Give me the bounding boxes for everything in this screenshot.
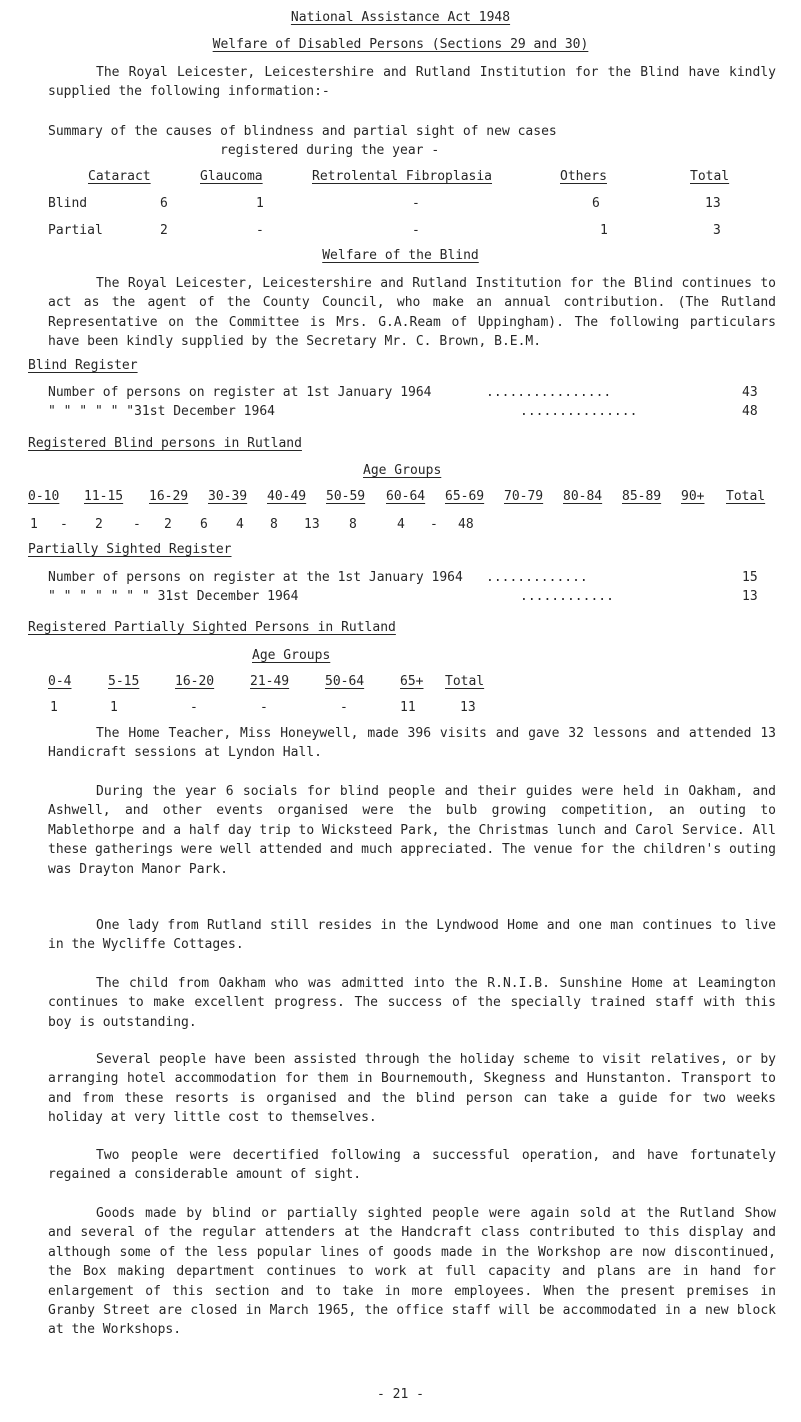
age-value: - bbox=[260, 700, 268, 715]
dot-leader: ............... bbox=[520, 404, 638, 419]
home-teacher-paragraph: The Home Teacher, Miss Honeywell, made 396 visits and gave 32 lessons and attended 13 Handicraft sessions at Lyndon Hall. bbox=[48, 726, 776, 761]
socials-paragraph: During the year 6 socials for blind people and their guides were held in Oakham, and Ashwell, and other events organised were the bulb growing competition, an outing to Mablethorpe and a half day trip to Wicksteed Park, the Christmas lunch and Carol Service. All these gatherings were well attended and much appreciated. The venue for the children's outing was Drayton Manor Park. bbox=[48, 784, 776, 877]
age-value: 1 bbox=[30, 517, 38, 532]
age-group: 50-59 bbox=[326, 489, 366, 504]
age-value: 6 bbox=[200, 517, 208, 532]
register-value: 15 bbox=[742, 570, 758, 585]
age-group: 0-10 bbox=[28, 489, 60, 504]
age-value: - bbox=[340, 700, 348, 715]
partial-age-values-row bbox=[0, 698, 801, 718]
welfare-paragraph: The Royal Leicester, Leicestershire and Rutland Institution for the Blind continues to act as the agent of the County Council, who make an annual contribution. (The Rutland Representative on the Committee is Mrs. G.A.Ream of Uppingham). The following particulars have been kindly supplied by the Secretary Mr. C. Brown, B.E.M. bbox=[48, 276, 776, 350]
partial-age-groups-row bbox=[0, 672, 801, 692]
lyndwood-paragraph: One lady from Rutland still resides in the Lyndwood Home and one man continues to live in the Wycliffe Cottages. bbox=[48, 918, 776, 953]
age-group: 90+ bbox=[681, 489, 705, 504]
welfare-disabled-heading: Welfare of Disabled Persons (Sections 29 and 30) bbox=[212, 37, 589, 52]
intro-paragraph: The Royal Leicester, Leicestershire and Rutland Institution for the Blind have kindly supplied the following information:- bbox=[48, 65, 776, 100]
header-glaucoma: Glaucoma bbox=[200, 169, 263, 184]
age-value: 8 bbox=[270, 517, 278, 532]
age-groups-label: Age Groups bbox=[363, 463, 442, 478]
age-groups-label: Age Groups bbox=[252, 648, 331, 663]
child-paragraph: The child from Oakham who was admitted into the R.N.I.B. Sunshine Home at Leamington continues to make excellent progress. The success of the specially trained staff with this boy is outstanding. bbox=[48, 976, 776, 1030]
header-total: Total bbox=[690, 169, 730, 184]
causes-header-row bbox=[0, 167, 801, 187]
register-text: Number of persons on register at the 1st January 1964 bbox=[48, 570, 463, 585]
age-value: - bbox=[133, 517, 141, 532]
age-group: 70-79 bbox=[504, 489, 544, 504]
blind-register-line-1 bbox=[0, 383, 801, 403]
age-value: 2 bbox=[95, 517, 103, 532]
age-group: Total bbox=[726, 489, 766, 504]
summary-line-1: Summary of the causes of blindness and partial sight of new cases bbox=[48, 124, 557, 139]
cell-retrolental: - bbox=[412, 196, 420, 211]
register-value: 13 bbox=[742, 589, 758, 604]
cell-others: 6 bbox=[592, 196, 600, 211]
age-group: 30-39 bbox=[208, 489, 248, 504]
age-group: Total bbox=[445, 674, 485, 689]
blind-register-heading: Blind Register bbox=[28, 358, 138, 373]
age-group: 0-4 bbox=[48, 674, 72, 689]
cell-glaucoma: - bbox=[256, 223, 264, 238]
decertified-paragraph: Two people were decertified following a successful operation, and have fortunately regained a considerable amount of sight. bbox=[48, 1148, 776, 1183]
age-value: 2 bbox=[164, 517, 172, 532]
age-group: 65+ bbox=[400, 674, 424, 689]
age-value: 8 bbox=[349, 517, 357, 532]
register-value: 48 bbox=[742, 404, 758, 419]
age-group: 11-15 bbox=[84, 489, 124, 504]
partial-register-line-2 bbox=[0, 587, 801, 607]
row-label: Blind bbox=[48, 196, 88, 211]
register-text: " " " " " " " 31st December 1964 bbox=[48, 589, 299, 604]
dot-leader: ............ bbox=[520, 589, 614, 604]
register-text: " " " " " "31st December 1964 bbox=[48, 404, 275, 419]
age-group: 85-89 bbox=[622, 489, 662, 504]
blind-age-values-row bbox=[0, 515, 801, 535]
age-value: 11 bbox=[400, 700, 416, 715]
age-value: 4 bbox=[397, 517, 405, 532]
holiday-paragraph: Several people have been assisted through the holiday scheme to visit relatives, or by arranging hotel accommodation for them in Bournemouth, Skegness and Hunstanton. Transport to and from these resorts is organised and the blind person can take a guide for two weeks holiday at very little cost to themselves. bbox=[48, 1052, 776, 1126]
cell-cataract: 6 bbox=[160, 196, 168, 211]
cell-glaucoma: 1 bbox=[256, 196, 264, 211]
age-value: 48 bbox=[458, 517, 474, 532]
causes-row-blind bbox=[0, 194, 801, 214]
cell-total: 13 bbox=[705, 196, 721, 211]
partial-register-heading: Partially Sighted Register bbox=[28, 542, 232, 557]
age-value: - bbox=[190, 700, 198, 715]
blind-register-line-2 bbox=[0, 402, 801, 422]
act-heading: National Assistance Act 1948 bbox=[290, 10, 511, 25]
partial-register-line-1 bbox=[0, 568, 801, 588]
blind-rutland-heading: Registered Blind persons in Rutland bbox=[28, 436, 302, 451]
age-group: 60-64 bbox=[386, 489, 426, 504]
age-value: - bbox=[430, 517, 438, 532]
age-value: 4 bbox=[236, 517, 244, 532]
age-group: 16-20 bbox=[175, 674, 215, 689]
age-group: 21-49 bbox=[250, 674, 290, 689]
age-group: 65-69 bbox=[445, 489, 485, 504]
age-value: 1 bbox=[110, 700, 118, 715]
register-text: Number of persons on register at 1st January 1964 bbox=[48, 385, 432, 400]
age-group: 16-29 bbox=[149, 489, 189, 504]
register-value: 43 bbox=[742, 385, 758, 400]
cell-retrolental: - bbox=[412, 223, 420, 238]
goods-paragraph: Goods made by blind or partially sighted people were again sold at the Rutland Show and several of the regular attenders at the Handcraft class contributed to this display and although some of the less popular lines of goods made in the Workshop are now discontinued, the Box making department continues to work at full capacity and plans are in hand for enlargement of this section and to take in more employees. When the present premises in Granby Street are closed in March 1965, the office staff will be accommodated in a new block at the Workshops. bbox=[48, 1206, 776, 1338]
blind-age-groups-row bbox=[0, 487, 801, 507]
age-value: 1 bbox=[50, 700, 58, 715]
page-number: - 21 - bbox=[377, 1387, 424, 1402]
summary-line-2: registered during the year - bbox=[220, 143, 440, 158]
header-others: Others bbox=[560, 169, 607, 184]
age-value: - bbox=[60, 517, 68, 532]
age-group: 40-49 bbox=[267, 489, 307, 504]
cell-total: 3 bbox=[713, 223, 721, 238]
dot-leader: ................ bbox=[486, 385, 612, 400]
age-value: 13 bbox=[460, 700, 476, 715]
age-group: 50-64 bbox=[325, 674, 365, 689]
welfare-blind-heading: Welfare of the Blind bbox=[322, 248, 479, 263]
dot-leader: ............. bbox=[486, 570, 588, 585]
header-retrolental: Retrolental Fibroplasia bbox=[312, 169, 493, 184]
age-group: 5-15 bbox=[108, 674, 140, 689]
age-group: 80-84 bbox=[563, 489, 603, 504]
header-cataract: Cataract bbox=[88, 169, 151, 184]
cell-others: 1 bbox=[600, 223, 608, 238]
age-value: 13 bbox=[304, 517, 320, 532]
partial-rutland-heading: Registered Partially Sighted Persons in Rutland bbox=[28, 620, 396, 635]
causes-row-partial bbox=[0, 221, 801, 241]
cell-cataract: 2 bbox=[160, 223, 168, 238]
row-label: Partial bbox=[48, 223, 103, 238]
